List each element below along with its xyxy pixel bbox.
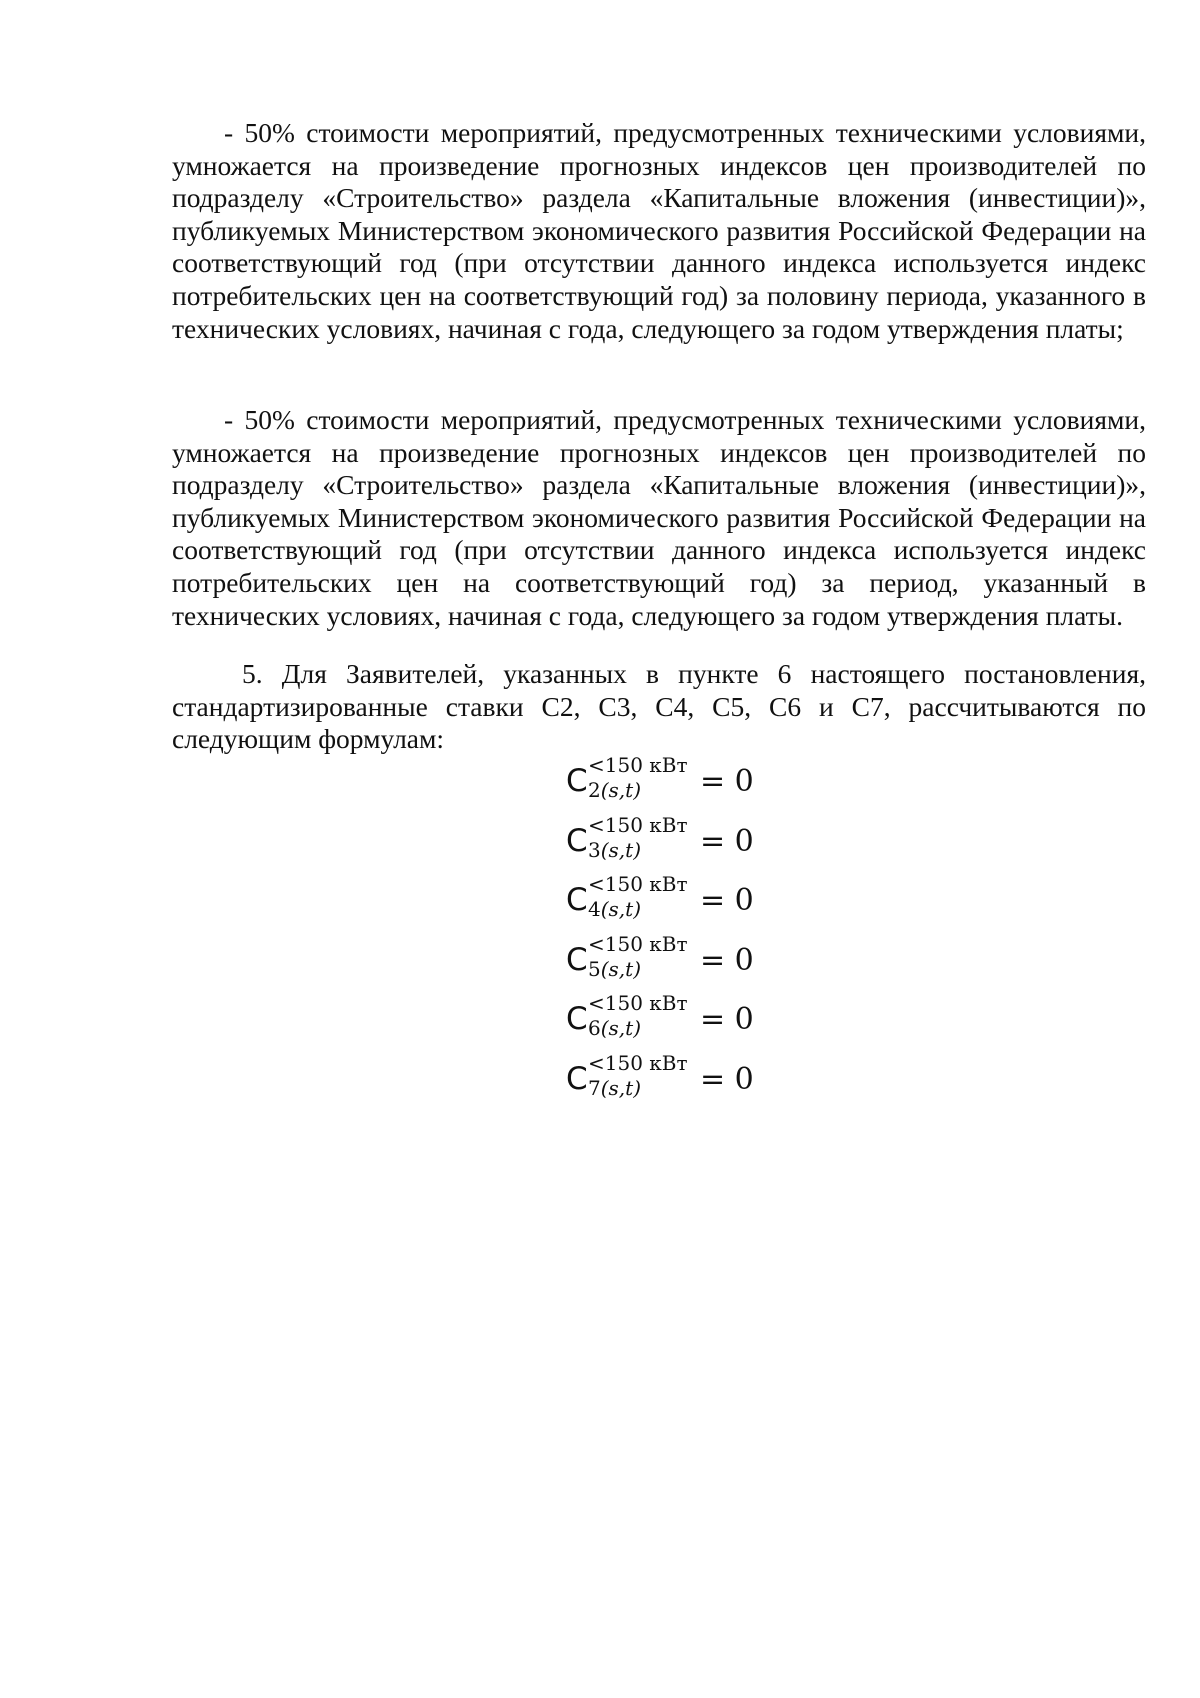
formula-args: (s,t)	[600, 1016, 641, 1040]
formula-subscript	[588, 1077, 641, 1099]
paragraph-indexation-half-period	[172, 117, 1146, 345]
formula-index: 3	[588, 837, 601, 862]
paragraph-item-5	[172, 658, 1146, 756]
formula-superscript: <150 кВт	[588, 872, 688, 896]
formula-c3	[566, 814, 826, 874]
formula-args: (s,t)	[600, 956, 641, 981]
formula-base: C	[566, 882, 588, 918]
formula-superscript: <150 кВт	[588, 753, 688, 777]
formula-list	[566, 754, 826, 1111]
formula-subscript	[588, 958, 641, 980]
formula-index: 5	[588, 956, 601, 981]
paragraph-indexation-full-period	[172, 404, 1146, 632]
paragraph-text: - 50% стоимости мероприятий, предусмотренных техническими условиями, умножается на произведение прогнозных индексов цен производителей по подразделу «Строительство» раздела «Капитальные вложения (инвестиции)», публикуемых Министерством экономического развития Российской Федерации на соответствующий год (при отсутствии данного индекса используется индекс потребительских цен на соответствующий год) за период, указанный в технических условиях, начиная с года, следующего за годом утверждения платы.	[172, 404, 1146, 631]
formula-base: C	[566, 1001, 588, 1037]
formula-index: 6	[588, 1016, 601, 1040]
formula-args: (s,t)	[600, 778, 641, 802]
formula-equals: = 0	[700, 883, 754, 918]
formula-superscript: <150 кВт	[588, 931, 688, 956]
formula-args: (s,t)	[600, 1075, 641, 1100]
formula-base: C	[566, 822, 588, 859]
formula-subscript	[588, 779, 641, 801]
formula-base: C	[566, 1060, 588, 1097]
formula-equals: = 0	[700, 942, 754, 978]
formula-index: 7	[588, 1075, 601, 1100]
formula-superscript: <150 кВт	[588, 812, 688, 837]
formula-c4	[566, 873, 826, 933]
formula-subscript	[588, 839, 641, 861]
formula-args: (s,t)	[600, 837, 641, 862]
formula-subscript	[588, 898, 641, 920]
formula-equals: = 0	[700, 1002, 754, 1037]
formula-args: (s,t)	[600, 897, 641, 921]
formula-superscript: <150 кВт	[588, 1050, 688, 1075]
formula-equals: = 0	[700, 823, 754, 859]
formula-equals: = 0	[700, 1061, 754, 1097]
formula-index: 4	[588, 897, 601, 921]
formula-base: C	[566, 763, 588, 799]
formula-equals: = 0	[700, 764, 754, 799]
formula-c7	[566, 1052, 826, 1112]
formula-c5	[566, 933, 826, 993]
formula-c6	[566, 992, 826, 1052]
formula-subscript	[588, 1017, 641, 1039]
formula-base: C	[566, 941, 588, 978]
formula-c2	[566, 754, 826, 814]
formula-superscript: <150 кВт	[588, 991, 688, 1015]
paragraph-text: 5. Для Заявителей, указанных в пункте 6 настоящего постановления, стандартизированные ставки С2, С3, С4, С5, С6 и С7, рассчитываются по следующим формулам:	[172, 658, 1146, 755]
formula-index: 2	[588, 778, 601, 802]
paragraph-text: - 50% стоимости мероприятий, предусмотренных техническими условиями, умножается на произведение прогнозных индексов цен производителей по подразделу «Строительство» раздела «Капитальные вложения (инвестиции)», публикуемых Министерством экономического развития Российской Федерации на соответствующий год (при отсутствии данного индекса используется индекс потребительских цен на соответствующий год) за половину периода, указанного в технических условиях, начиная с года, следующего за годом утверждения платы;	[172, 117, 1146, 344]
